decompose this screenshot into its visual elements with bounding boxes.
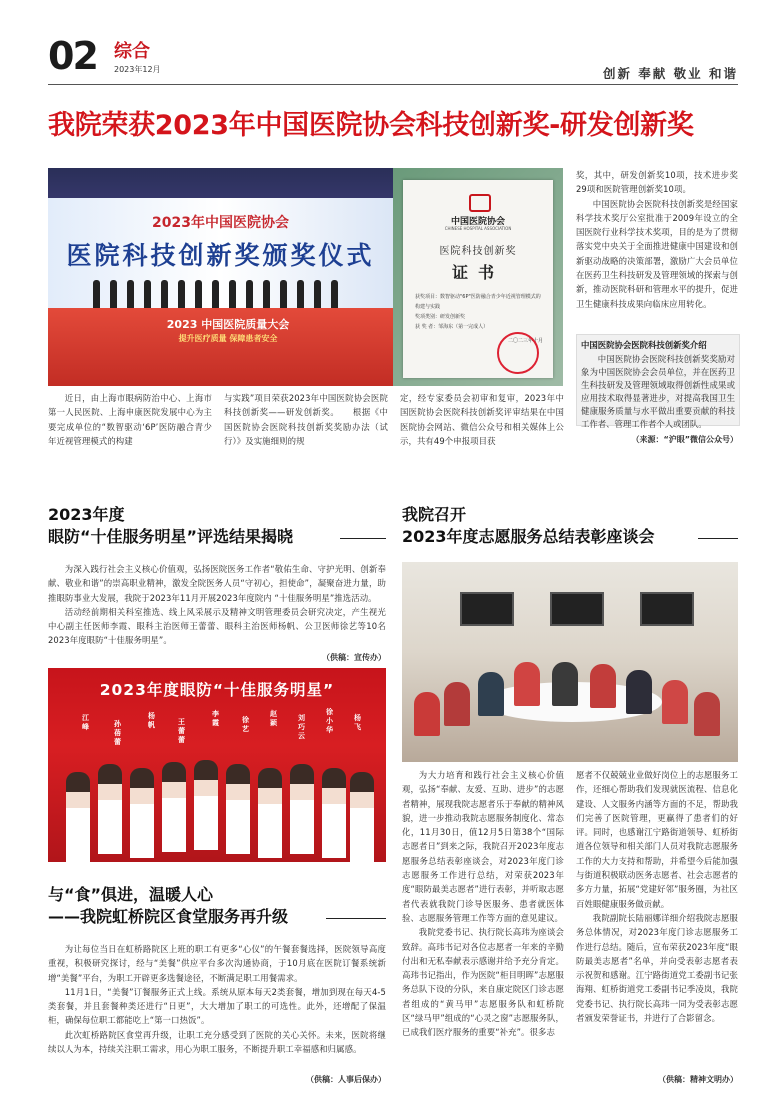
doctor-figure xyxy=(350,772,374,862)
award-intro-box xyxy=(576,334,740,429)
attendee-figure xyxy=(626,670,652,714)
award-article-right xyxy=(576,168,738,311)
award-article-source: （来源：“沪眼”微信公众号） xyxy=(631,435,738,444)
certificate-winner: 获 奖 者：邹海东（第一完成人） xyxy=(415,324,489,330)
doctor-figure xyxy=(130,768,154,858)
certificate-seal-icon xyxy=(497,332,539,374)
award-article-right-p2: 中国医院协会医院科技创新奖是经国家科学技术奖厅公室批准于2009年设立的全国医院行业科学技术奖项，目的是为了贯彻落实党中央关于全面推进健康中国建设和创新驱动战略的决策部署，激励广大会员单位在医药卫生科技研发及管理领域的探索与创新，推动医院科研和管理水平的提升，促进卫生健康科技成果向临床应用转化。 xyxy=(576,198,738,309)
eye-star-heading-line2: 眼防“十佳服务明星”评选结果揭晓 xyxy=(48,527,294,546)
ceremony-banner-main: 医院科技创新奖颁奖仪式 xyxy=(66,241,375,270)
volunteer-source: （供稿：精神文明办） xyxy=(658,1075,738,1084)
star-name-9: 徐小华 xyxy=(326,708,333,734)
volunteer-heading-line2: 2023年度志愿服务总结表彰座谈会 xyxy=(402,527,655,546)
eye-star-heading-line1: 2023年度 xyxy=(48,505,125,524)
star-name-5: 李霞 xyxy=(212,710,219,727)
wall-screen xyxy=(640,592,694,626)
volunteer-col1-p1: 为大力培育和践行社会主义核心价值观，弘扬“奉献、友爱、互助、进步”的志愿者精神，展现我院志愿者乐于奉献的精神风貌，进一步推动我院志愿服务制度化、常态化，11月30日，值12月5日第38个“国际志愿者日”到来之际，我院召开2023年度志愿服务总结表彰座谈会，对2023年度门诊志愿服务工作进行总结，对荣获2023年度“眼防最美志愿者”进行表彰，并听取志愿者代表就我院门诊导医服务、患者就医体验、志愿服务管理工作等方面的意见建议。 xyxy=(402,770,564,923)
certificate-project: 获奖项目：数智驱动"6P"医防融合青少年近视管理模式的构建与实践 xyxy=(415,294,541,310)
star-name-1: 江峰 xyxy=(82,714,89,731)
certificate-category: 奖项类别：研发创新奖 xyxy=(415,314,466,320)
attendee-figure xyxy=(478,672,504,716)
doctor-figure xyxy=(66,772,90,862)
eye-star-names xyxy=(66,708,378,768)
attendee-figure xyxy=(552,662,578,706)
award-article-col3-text: 定，经专家委员会初审和复审，2023年中国医院协会医院科技创新奖评审结果在中国医院协会网站、微信公众号和相关媒体上公示，共有49个申报项目获 xyxy=(400,393,564,446)
award-intro-title: 中国医院协会医院科技创新奖介绍 xyxy=(581,340,707,350)
doctor-figure xyxy=(194,760,218,850)
canteen-heading-rule xyxy=(326,918,386,919)
page-number: 02 xyxy=(48,34,97,78)
canteen-p2: 11月1日，“美餐”订餐服务正式上线。系统从原本每天2类套餐，增加到现在每天4-5类套餐，并且套餐种类还进行“日更”，大大增加了职工的可选性。此外，还增配了保温柜，确保每位职工都能吃上“第一口热饭”。 xyxy=(48,986,386,1026)
attendee-figure xyxy=(694,692,720,736)
header-rule xyxy=(48,84,738,85)
award-article-col1-text: 近日，由上海市眼病防治中心、上海市第一人民医院、上海申康医院发展中心为主要完成单位的“数智驱动‘6P’医防融合青少年近视管理模式的构建 xyxy=(48,393,212,446)
certificate-paper xyxy=(403,180,553,378)
volunteer-col1-p2: 我院党委书记、执行院长高玮为座谈会致辞。高玮书记对各位志愿者一年来的辛勤付出和无私奉献表示感谢并给予充分肯定。高玮书记指出，作为医院“柜目明晖”志愿服务总队下设的分队，来自康定院区门诊志愿者组成的“黄马甲”志愿服务队和虹桥院区“绿马甲”组成的“心灵之窗”志愿服务队，已成我们医疗服务的重要“补充”。很多志 xyxy=(402,927,564,1038)
stage-text-line2: 提升医疗质量 保障患者安全 xyxy=(178,334,278,343)
volunteer-meeting-photo xyxy=(402,562,738,762)
certificate-org-en: CHINESE HOSPITAL ASSOCIATION xyxy=(444,226,512,231)
award-intro-body: 中国医院协会医院科技创新奖奖励对象为中国医院协会会员单位，并在医药卫生科技研发及管理领域取得创新性成果或应用技术取得显著进步，对提高我国卫生健康服务质量与水平做出重要贡献的科技工作者、管理工作者个人或团队。 xyxy=(581,354,735,429)
eye-star-body xyxy=(48,562,386,648)
certificate-org: 中国医院协会 xyxy=(450,217,505,227)
eye-star-heading-rule xyxy=(340,538,386,539)
eye-star-photo-title: 2023年度眼防“十佳服务明星” xyxy=(99,681,335,699)
volunteer-heading-line1: 我院召开 xyxy=(402,505,467,524)
attendee-figure xyxy=(414,692,440,736)
star-name-3: 杨帆 xyxy=(148,712,155,729)
ceremony-banner-top: 2023年中国医院协会 xyxy=(152,215,289,231)
canteen-p3: 此次虹桥路院区食堂再升级，让职工充分感受到了医院的关心关怀。未来，医院将继续以人为本，持续关注职工需求，用心为职工服务，不断提升职工幸福感和归属感。 xyxy=(48,1029,386,1055)
certificate-title: 医院科技创新奖 xyxy=(439,246,517,257)
doctor-figure xyxy=(98,764,122,854)
doctor-figure xyxy=(162,762,186,852)
award-certificate-photo xyxy=(393,168,563,386)
star-name-4: 王蕾蕾 xyxy=(178,718,185,744)
wall-screen xyxy=(460,592,514,626)
award-article-col1 xyxy=(48,391,212,448)
stage-text xyxy=(138,318,318,346)
volunteer-col1 xyxy=(402,768,564,1040)
attendee-figure xyxy=(514,662,540,706)
eye-star-source: （供稿：宣传办） xyxy=(322,653,386,662)
eye-star-p1: 为深入践行社会主义核心价值观，弘扬医院医务工作者“敬佑生命、守护光明、创新奉献、敬业和谐”的崇高职业精神，激发全院医务人员“守初心，担使命”，凝聚奋进力量，助推眼防事业大发展，我院于2023年11月开展2023年度院内 “十佳服务明星”推选活动。 xyxy=(48,564,386,603)
award-ceremony-photo xyxy=(48,168,393,386)
volunteer-col2-p2: 我院副院长陆丽娜详细介绍我院志愿服务总体情况，对2023年度门诊志愿服务工作进行总结。随后，宣布荣获2023年度“眼防最美志愿者”名单，并向受表彰志愿者表示祝贺和感谢。江宁路街道党工委副书记张海翔、虹桥街道党工委副书记季凌岚，我院党委书记、执行院长高玮一同为受表彰志愿者颁发荣誉证书，并进行了合影留念。 xyxy=(576,912,738,1024)
star-name-6: 徐艺 xyxy=(242,716,249,733)
attendee-figure xyxy=(444,682,470,726)
star-name-10: 杨飞 xyxy=(354,714,361,731)
attendee-figure xyxy=(590,664,616,708)
hospital-association-logo-icon xyxy=(469,194,491,212)
doctor-figure xyxy=(290,764,314,854)
canteen-body xyxy=(48,942,386,1056)
doctor-figure xyxy=(322,768,346,858)
volunteer-col2 xyxy=(576,768,738,1025)
certificate-word: 证书 xyxy=(451,263,504,282)
main-headline: 我院荣获2023年中国医院协会科技创新奖-研发创新奖 xyxy=(48,110,694,141)
canteen-heading-line2: ——我院虹桥院区食堂服务再升级 xyxy=(48,907,289,926)
award-article-right-p1: 奖，其中，研发创新奖10项，技术进步奖29项和医院管理创新奖10项。 xyxy=(576,170,738,195)
issue-date: 2023年12月 xyxy=(114,65,161,74)
star-name-2: 孙蓓蕾 xyxy=(114,720,121,746)
section-name: 综合 xyxy=(114,41,150,62)
star-name-7: 赵颖 xyxy=(270,710,277,727)
award-article-col3 xyxy=(400,391,564,448)
doctor-figure xyxy=(226,764,250,854)
certificate-date: 二〇二三年十月 xyxy=(507,338,543,344)
eye-star-p2: 活动经前期相关科室推选、线上风采展示及精神文明管理委员会研究决定，产生视光中心副主任医师李霞、眼科主治医师王蕾蕾、眼科主治医师杨帆、公卫医师徐艺等10名2023年度眼防“十佳服务明星”。 xyxy=(48,606,386,646)
volunteer-col2-p1: 愿者不仅兢兢业业做好岗位上的志愿服务工作，还细心帮助我们发现就医流程、信息化建设、人文服务内涵等方面的不足，帮助我们完善了医院管理，更赢得了患者们的好评。同时，也感谢江宁路街道领导、虹桥街道各位领导和相关部门人员对我院志愿服务工作的大力支持和帮助，并希望今后能加强与街道积极联动医务志愿者、社会志愿者的多方力量，拓展“党建好邻”服务圈，为社区百姓眼健康服务做贡献。 xyxy=(576,770,738,909)
award-article-col2 xyxy=(224,391,388,448)
canteen-source: （供稿：人事后保办） xyxy=(306,1075,386,1084)
wall-screen xyxy=(550,592,604,626)
attendee-figure xyxy=(662,680,688,724)
canteen-p1: 为让每位当日在虹桥路院区上班的职工有更多“心仪”的午餐套餐选择，医院领导高度重视，积极研究探讨，经与“美餐”供应平台多次沟通协商，于10月底在医院订餐系统新增“美餐”平台，为职工开辟更多选餐途径，不断满足职工用餐需求。 xyxy=(48,944,386,983)
star-name-8: 刘巧云 xyxy=(298,714,305,740)
award-article-col2-text: 与实践”项目荣获2023年中国医院协会医院科技创新奖——研发创新奖。 根据《中国医院协会医院科技创新奖奖励办法（试行）》及实施细则的规 xyxy=(224,393,388,446)
slogan: 创新 奉献 敬业 和谐 xyxy=(602,66,738,81)
stage-text-line1: 2023 中国医院质量大会 xyxy=(166,318,290,331)
doctor-figure xyxy=(258,768,282,858)
volunteer-heading-rule xyxy=(698,538,738,539)
eye-star-group-photo xyxy=(48,668,386,862)
canteen-heading-line1: 与“食”俱进，温暖人心 xyxy=(48,885,214,904)
